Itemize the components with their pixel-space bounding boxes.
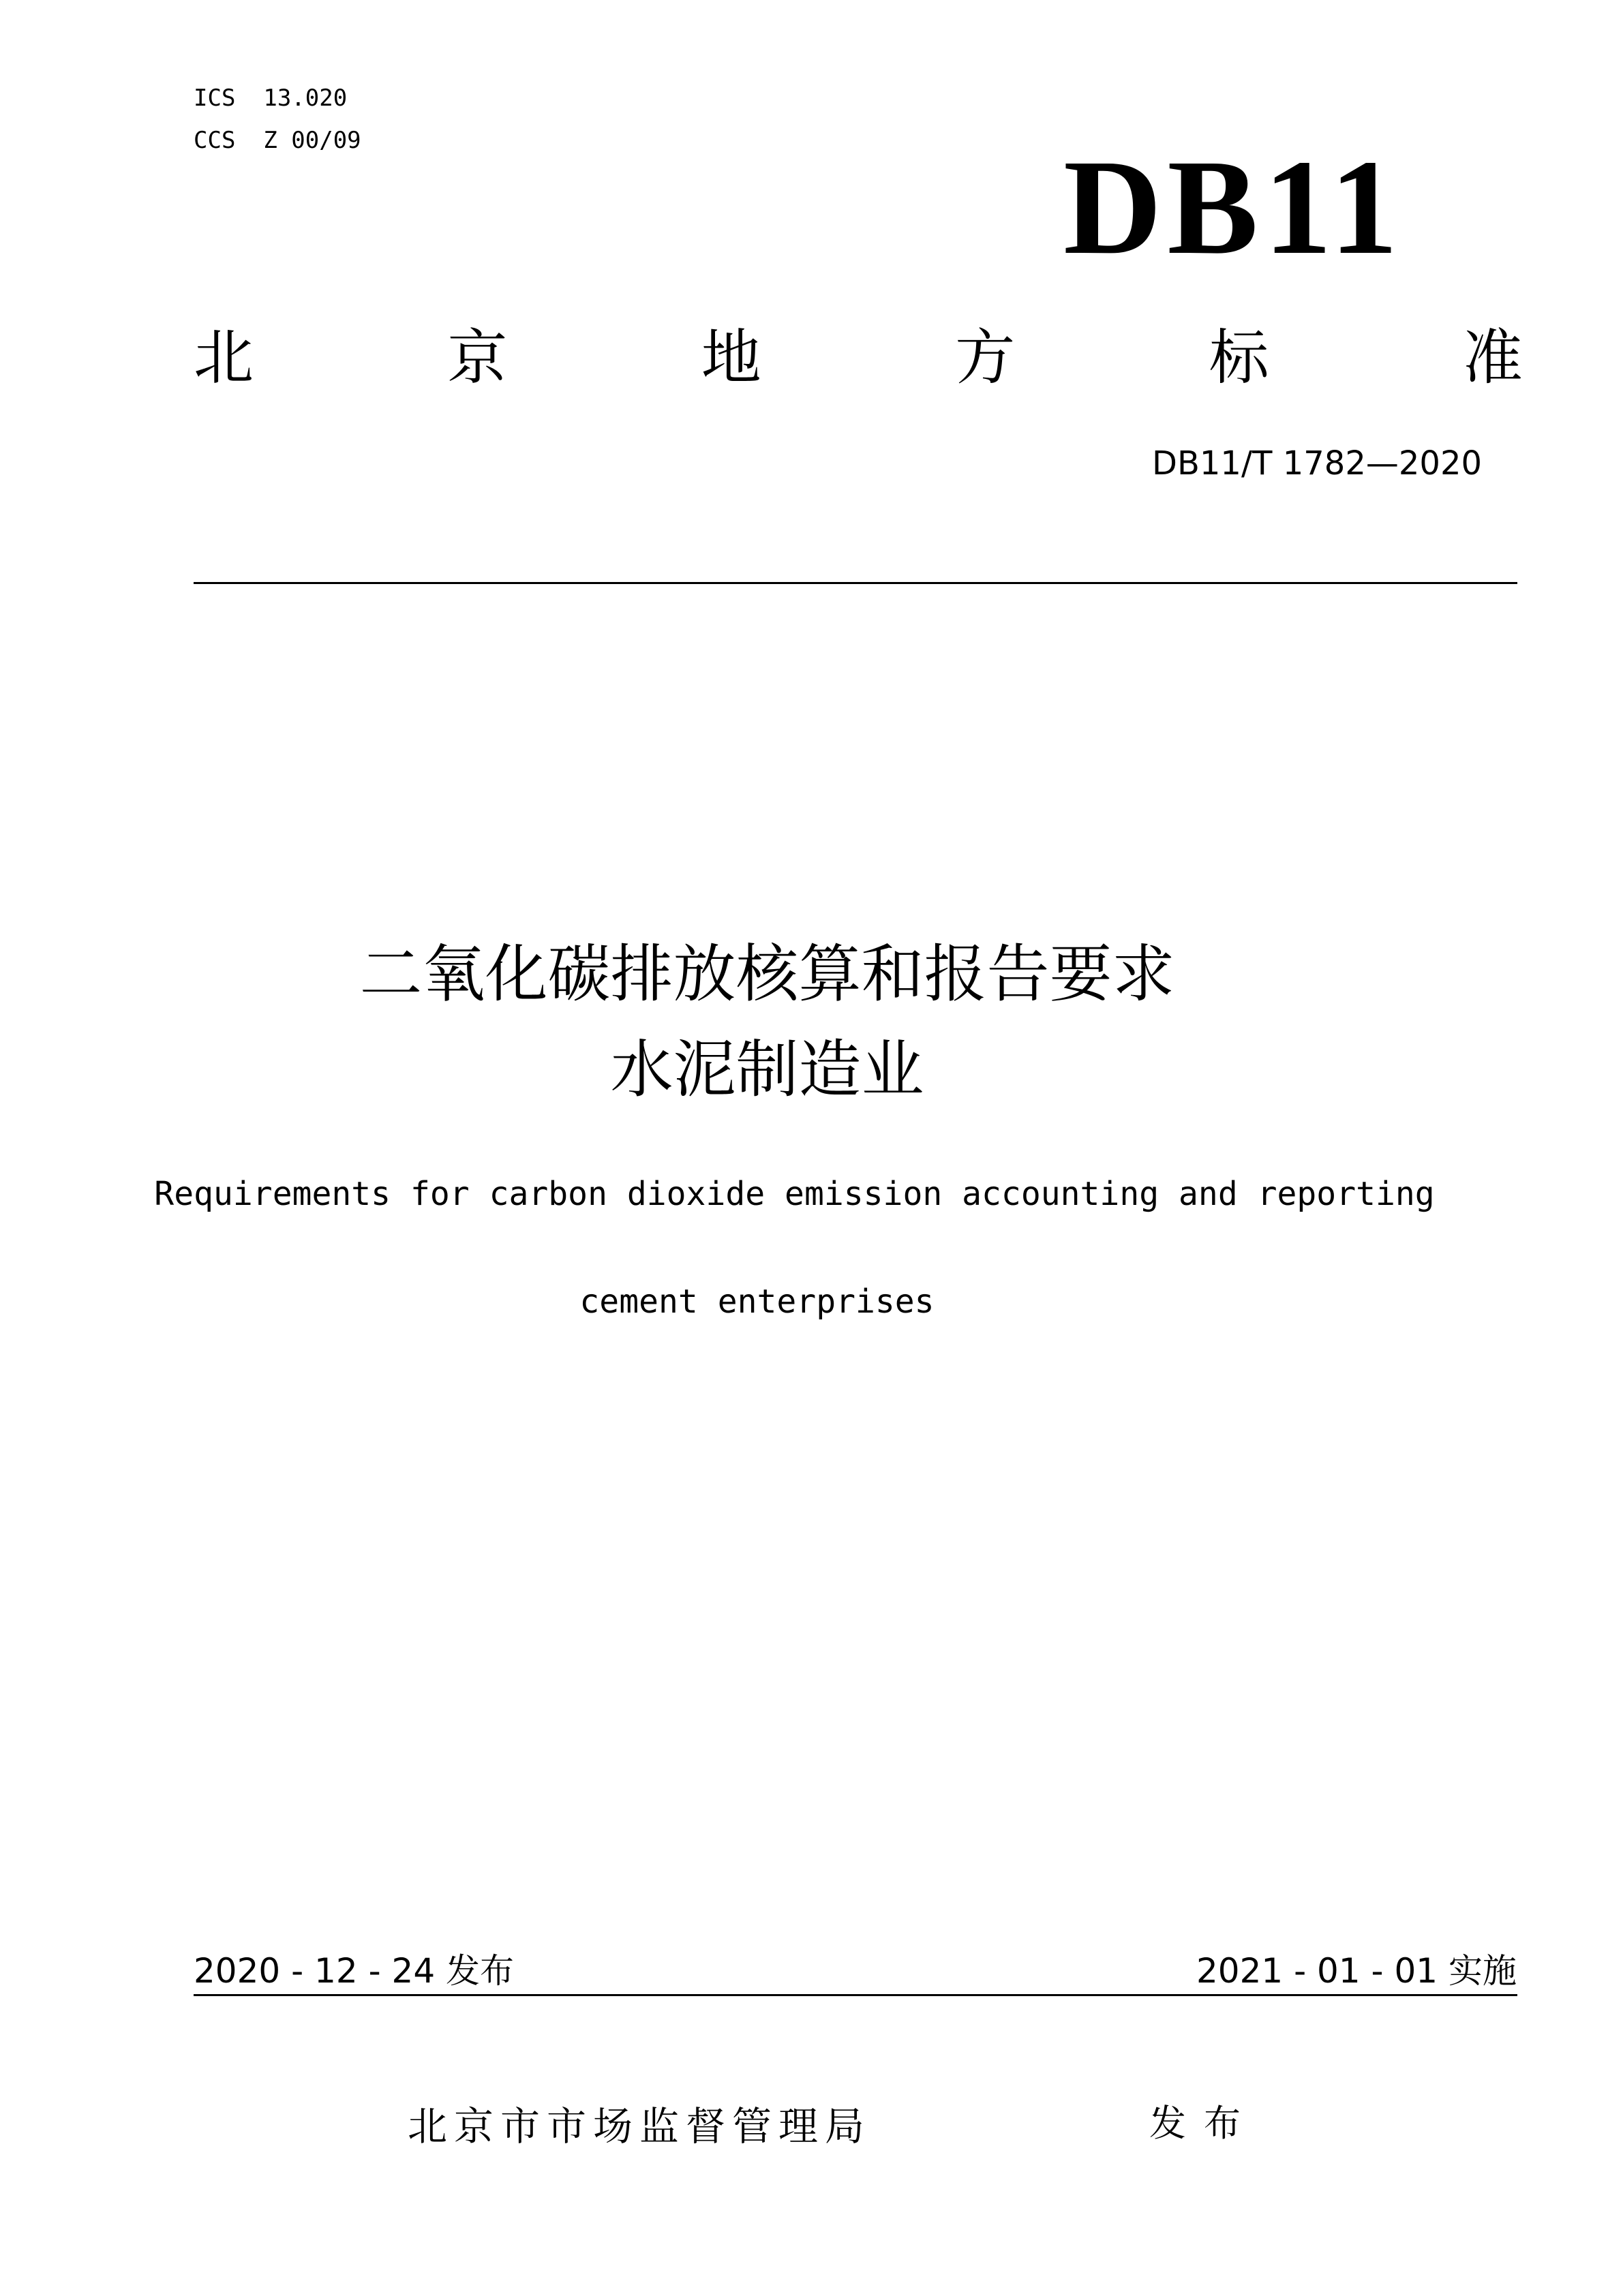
top-divider bbox=[194, 582, 1517, 584]
ccs-code: CCS Z 00/09 bbox=[194, 127, 361, 154]
title-english-line-2: cement enterprises bbox=[579, 1283, 935, 1321]
standard-category-char: 方 bbox=[955, 322, 1016, 393]
publish-date: 2020 - 12 - 24 发布 bbox=[194, 1951, 515, 1991]
issue-label: 发布 bbox=[1149, 2102, 1258, 2145]
standard-category-char: 标 bbox=[1209, 322, 1269, 393]
standard-category-char: 准 bbox=[1462, 322, 1523, 393]
standard-category-char: 地 bbox=[701, 322, 761, 393]
title-english-line-1: Requirements for carbon dioxide emission accounting and reporting bbox=[154, 1175, 1435, 1213]
bottom-divider bbox=[194, 1994, 1517, 1996]
standard-category bbox=[194, 320, 1523, 395]
standard-number: DB11/T 1782—2020 bbox=[1152, 444, 1483, 483]
standard-category-char: 北 bbox=[194, 322, 254, 393]
db11-logo: DB11 bbox=[1063, 132, 1404, 283]
issuing-authority: 北京市市场监督管理局 bbox=[408, 2103, 872, 2149]
standard-category-char: 京 bbox=[447, 322, 508, 393]
ics-code: ICS 13.020 bbox=[194, 85, 348, 112]
title-chinese-line-1: 二氧化碳排放核算和报告要求 bbox=[359, 938, 1175, 1011]
implementation-date: 2021 - 01 - 01 实施 bbox=[1196, 1951, 1517, 1991]
title-chinese-line-2: 水泥制造业 bbox=[610, 1033, 924, 1106]
